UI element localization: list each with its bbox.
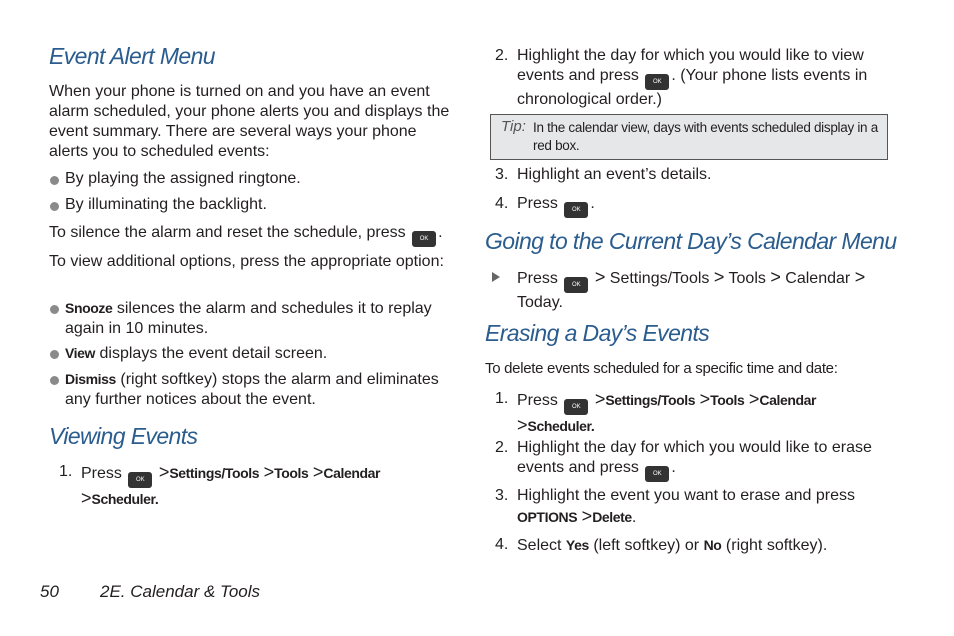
silence-instruction: To silence the alarm and reset the schedule, press OK . xyxy=(49,223,459,247)
page-number: 50 xyxy=(40,582,59,601)
list-item: Dismiss (right softkey) stops the alarm and eliminates any further notices about the event. xyxy=(49,369,459,410)
step-item: 4. Press OK . xyxy=(485,194,895,218)
option-term: View xyxy=(65,345,96,361)
ok-key-icon: OK xyxy=(645,74,669,90)
tip-label: Tip: xyxy=(501,118,526,135)
step-item: 2. Highlight the day for which you would like to view events and press OK . (Your phone lists events in chronological order.) xyxy=(495,47,868,108)
step-item: 1. Press OK >Settings/Tools >Tools >Calendar >Scheduler. xyxy=(59,462,381,508)
ok-key-icon: OK xyxy=(128,472,152,488)
view-options-text: To view additional options, press the appropriate option: xyxy=(49,253,444,270)
ok-key-icon: OK xyxy=(564,399,588,415)
arrow-bullet-icon xyxy=(492,272,500,282)
option-term: Snooze xyxy=(65,300,113,316)
heading-current-day: Going to the Current Day’s Calendar Menu xyxy=(485,228,897,254)
ok-key-icon: OK xyxy=(645,466,669,482)
step-item: Press OK > Settings/Tools > Tools > Calendar > Today. xyxy=(485,267,895,313)
heading-erasing-events: Erasing a Day’s Events xyxy=(485,320,710,346)
step-item: 3. Highlight the event you want to erase and press OPTIONS >Delete. xyxy=(495,487,855,526)
list-item: By playing the assigned ringtone. xyxy=(49,169,459,189)
bullet-icon xyxy=(50,202,59,211)
step-item: 1. Press OK >Settings/Tools >Tools >Calendar >Scheduler. xyxy=(495,389,817,435)
erasing-intro: To delete events scheduled for a specific time and date: xyxy=(485,360,838,377)
list-item: Snooze silences the alarm and schedules it to replay again in 10 minutes. xyxy=(49,298,459,339)
step-item: 4. Select Yes (left softkey) or No (right softkey). xyxy=(495,536,828,554)
bullet-icon xyxy=(50,176,59,185)
heading-viewing-events: Viewing Events xyxy=(49,423,198,449)
step-item: 2. Highlight the day for which you would like to erase events and press OK . xyxy=(485,438,895,482)
ok-key-icon: OK xyxy=(564,277,588,293)
heading-event-alert-menu: Event Alert Menu xyxy=(49,43,215,69)
tip-box xyxy=(490,114,888,160)
ok-key-icon: OK xyxy=(412,231,436,247)
list-item: View displays the event detail screen. xyxy=(49,343,459,364)
step-item: 3. Highlight an event’s details. xyxy=(495,166,712,183)
bullet-icon xyxy=(50,305,59,314)
option-term: Dismiss xyxy=(65,371,116,387)
list-item: By illuminating the backlight. xyxy=(49,195,459,215)
footer-section: 2E. Calendar & Tools xyxy=(100,582,261,601)
ok-key-icon: OK xyxy=(564,202,588,218)
bullet-icon xyxy=(50,350,59,359)
bullet-icon xyxy=(50,376,59,385)
alert-intro: When your phone is turned on and you have an event alarm scheduled, your phone alerts you and displays the event summary. There are several ways your phone alerts you to scheduled events: xyxy=(49,83,450,160)
tip-text: In the calendar view, days with events scheduled display in a red box. xyxy=(533,120,878,153)
